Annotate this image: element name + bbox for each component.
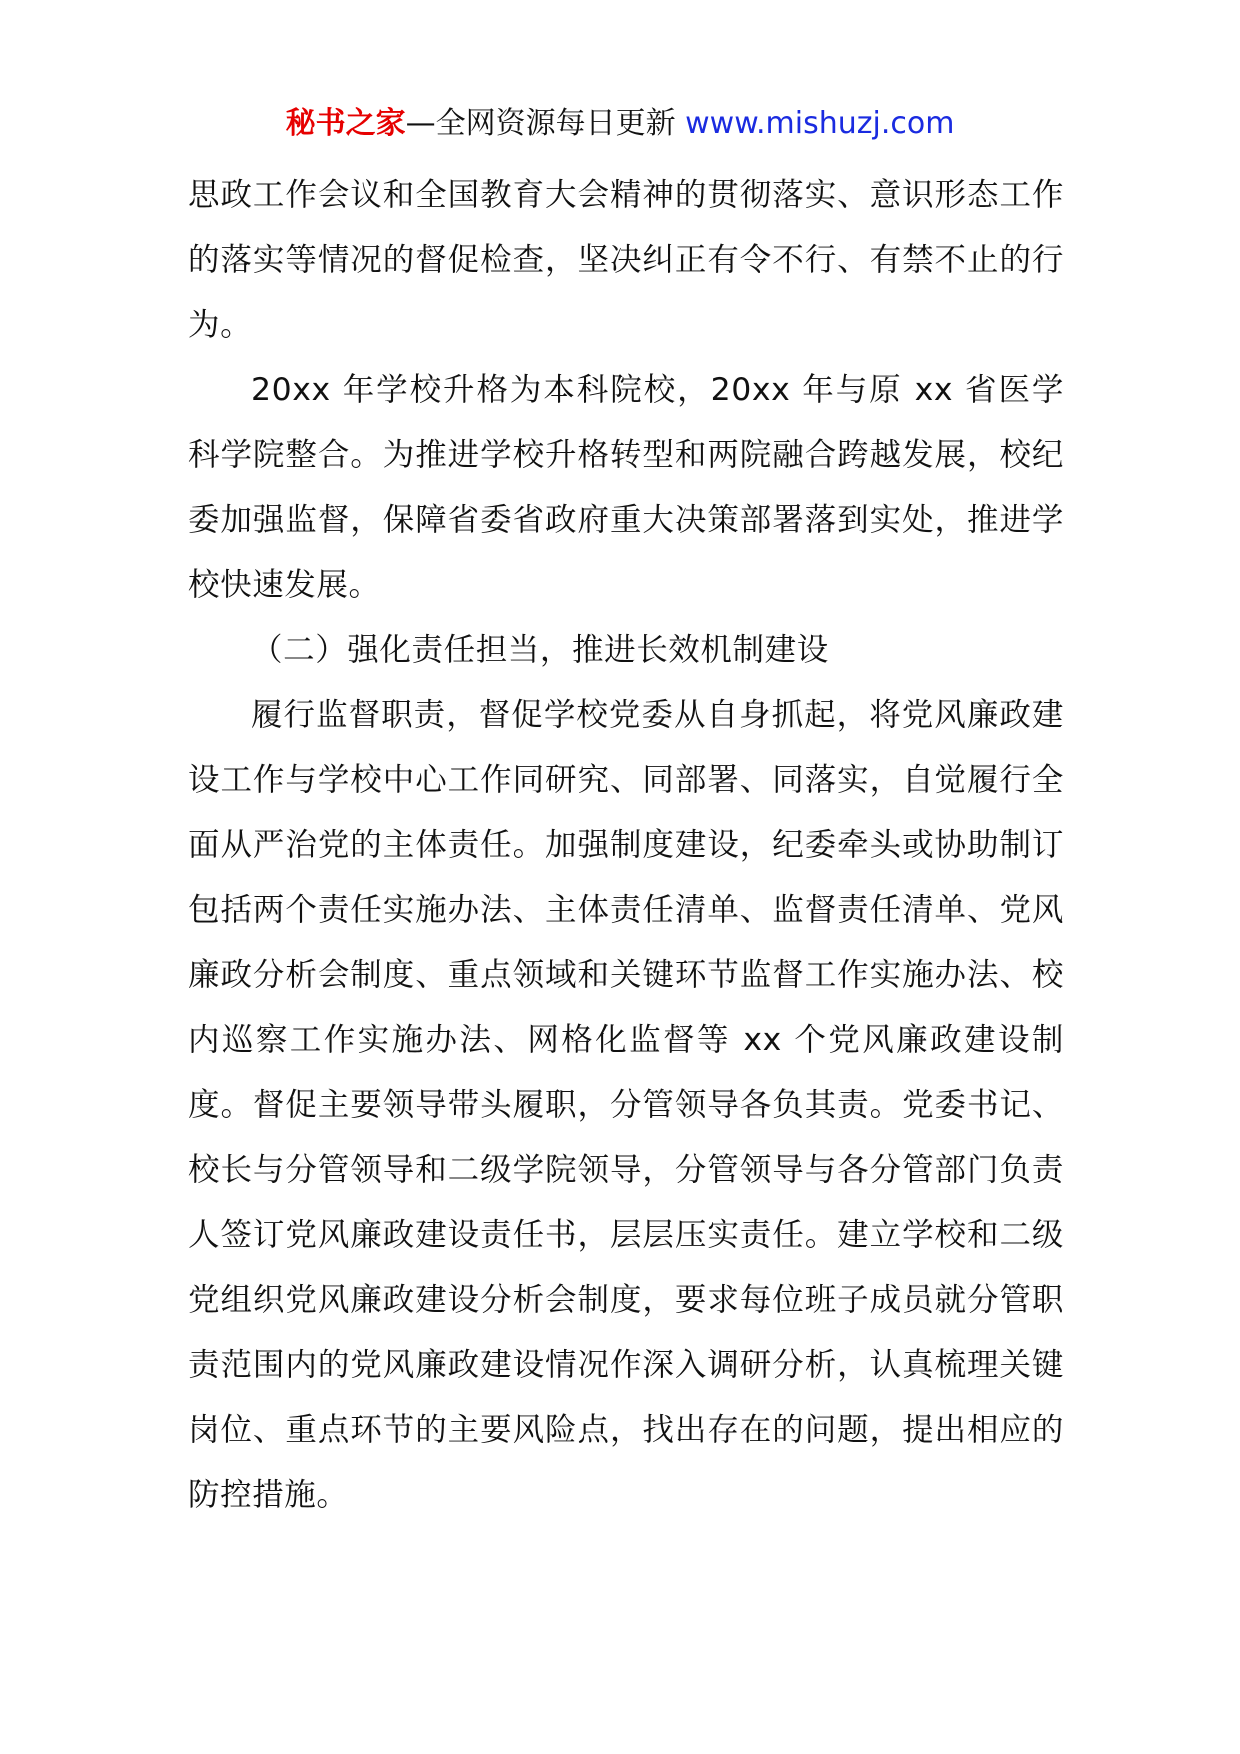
site-brand: 秘书之家 xyxy=(285,106,406,141)
paragraph-continuation: 思政工作会议和全国教育大会精神的贯彻落实、意识形态工作的落实等情况的督促检查，坚决纠正有令不行、有禁不止的行为。 xyxy=(188,177,1064,343)
paragraph-upgrade: 20xx 年学校升格为本科院校，20xx 年与原 xx 省医学科学院整合。为推进学校升格转型和两院融合跨越发展，校纪委加强监督，保障省委省政府重大决策部署落到实处，推进学校快速发展。 xyxy=(188,372,1064,603)
site-url-link[interactable]: www.mishuzj.com xyxy=(685,106,955,141)
paragraph-responsibility: 履行监督职责，督促学校党委从自身抓起，将党风廉政建设工作与学校中心工作同研究、同部署、同落实，自觉履行全面从严治党的主体责任。加强制度建设，纪委牵头或协助制订包括两个责任实施办法、主体责任清单、监督责任清单、党风廉政分析会制度、重点领域和关键环节监督工作实施办法、校内巡察工作实施办法、网格化监督等 xx 个党风廉政建设制度。督促主要领导带头履职，分管领导各负其责。党委书记、校长与分管领导和二级学院领导，分管领导与各分管部门负责人签订党风廉政建设责任书，层层压实责任。建立学校和二级党组织党风廉政建设分析会制度，要求每位班子成员就分管职责范围内的党风廉政建设情况作深入调研分析，认真梳理关键岗位、重点环节的主要风险点，找出存在的问题，提出相应的防控措施。 xyxy=(188,697,1064,1513)
site-header xyxy=(0,102,1240,146)
document-body xyxy=(188,163,1064,1528)
section-heading: （二）强化责任担当，推进长效机制建设 xyxy=(251,632,829,668)
site-slogan: —全网资源每日更新 xyxy=(405,106,676,141)
